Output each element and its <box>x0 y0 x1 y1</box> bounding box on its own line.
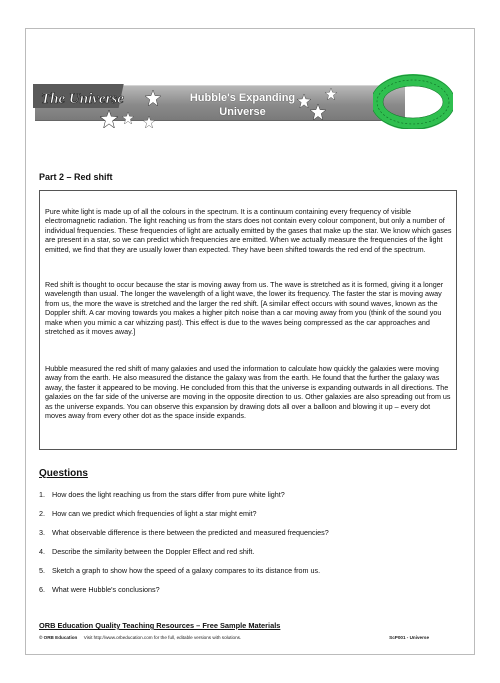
paragraph-1: Pure white light is made up of all the colours in the spectrum. It is a continuum containing every frequency of visible electromagnetic radiation. The light reaching us from the stars does not contain every colour component, but only a number of individual frequencies. These frequencies of light are actually emitted by the gases that make up the star. We know which gases are present in a star, so we can predict which frequencies are emitted. When we actually measure the frequencies of the light emitted, we find that they are usually lower than expected. They have been shifted towards the red end of the spectrum. <box>45 207 452 254</box>
question-number: 6. <box>39 585 45 594</box>
star-icon <box>297 94 311 108</box>
star-icon <box>143 116 155 128</box>
question-text: How does the light reaching us from the stars differ from pure white light? <box>52 490 285 499</box>
question-item <box>39 547 254 556</box>
question-number: 3. <box>39 528 45 537</box>
question-item <box>39 509 257 518</box>
question-text: What were Hubble's conclusions? <box>52 585 160 594</box>
question-number: 5. <box>39 566 45 575</box>
footer-org: © ORB Education <box>39 635 78 640</box>
banner-title-line1: Hubble's Expanding <box>189 92 296 104</box>
question-text: How can we predict which frequencies of light a star might emit? <box>52 509 257 518</box>
logo-text: The Universe <box>41 91 124 107</box>
question-item <box>39 490 285 499</box>
star-icon <box>122 112 134 124</box>
torus-icon <box>373 74 453 129</box>
question-number: 2. <box>39 509 45 518</box>
question-text: Describe the similarity between the Doppler Effect and red shift. <box>52 547 255 556</box>
question-number: 1. <box>39 490 45 499</box>
the-universe-logo <box>33 78 125 112</box>
star-icon <box>145 90 161 106</box>
questions-heading: Questions <box>39 468 88 479</box>
star-icon <box>325 88 337 100</box>
question-item <box>39 528 329 537</box>
banner-title <box>175 91 310 119</box>
star-icon <box>310 104 326 120</box>
paragraph-2: Red shift is thought to occur because the star is moving away from us. The wave is stretched as it is formed, giving it a longer wavelength than usual. The longer the wavelength of a light wave, the lower its frequency. The faster the star is moving away from us, the more the wave is stretched and the larger the red shift. [A similar effect occurs with sound waves, known as the Doppler shift. A car moving towards you makes a higher pitch noise than a car moving away from you (think of the sound you make when you mimic a car whizzing past). This effect is due to the waves being compressed as the car approaches and stretched as it moves away.] <box>45 280 444 337</box>
footer-title: ORB Education Quality Teaching Resources – Free Sample Materials <box>39 621 281 630</box>
question-text: Sketch a graph to show how the speed of a galaxy compares to its distance from us. <box>52 566 321 575</box>
footer-visit-text: Visit http://www.orbeducation.com for the full, editable versions with solutions. <box>83 635 242 640</box>
question-text: What observable difference is there between the predicted and measured frequencies? <box>52 528 329 537</box>
footer-line <box>39 635 429 640</box>
worksheet-page <box>25 28 475 655</box>
question-number: 4. <box>39 547 45 556</box>
question-item <box>39 585 160 594</box>
banner-title-line2: Universe <box>219 106 266 118</box>
star-icon <box>100 110 118 128</box>
footer-reference: ScP001 - Universe <box>389 635 429 640</box>
question-item <box>39 566 320 575</box>
paragraph-3: Hubble measured the red shift of many galaxies and used the information to calculate how quickly the galaxies were moving away from the earth. He also measured the distance the galaxy was from the earth. He found that the further the galaxy was away, the faster it appeared to be moving. He concluded from this that the universe is expanding outwards in all directions. The galaxies on the far side of the universe are moving in the opposite direction to us. Other galaxies are also spreading out from us as the universe expands. You can observe this expansion by drawing dots all over a balloon and blowing it up – every dot moves away from every other dot as the space inside expands. <box>45 364 451 421</box>
section-heading: Part 2 – Red shift <box>39 172 113 182</box>
